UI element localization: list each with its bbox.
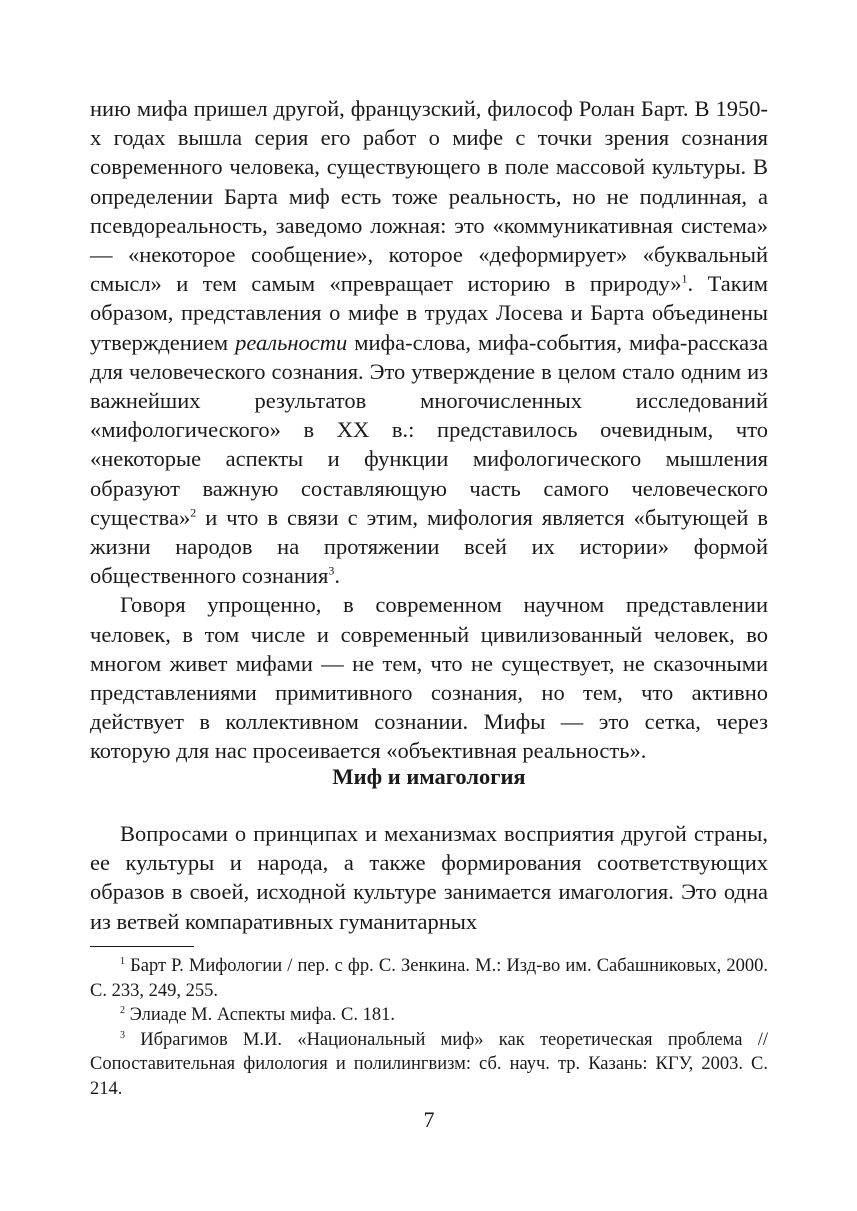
page-number: 7 bbox=[423, 1107, 435, 1132]
paragraph-3: Вопросами о принципах и механизмах восприятия другой страны, ее культуры и народа, а также формирования соответствующих образов в своей, исходной культуре занимается имагология. Это одна из ветвей компаративных гуманитарных bbox=[90, 821, 768, 934]
paragraph-2: Говоря упрощенно, в современном научном представлении человек, в том числе и современный цивилизованный человек, во многом живет мифами — не тем, что не существует, не сказочными представлениями примитивного сознания, но тем, что активно действует в коллективном сознании. Мифы — это сетка, через которую для нас просеивается «объективная реальность». bbox=[90, 592, 768, 764]
footnote-ref-2[interactable]: 2 bbox=[190, 505, 197, 520]
footnote-ref-3[interactable]: 3 bbox=[328, 563, 335, 578]
footnote-2: $^2$ Элиаде М. Аспекты мифа. С. 181. bbox=[120, 1004, 396, 1025]
section-body bbox=[90, 819, 768, 936]
footnotes bbox=[90, 954, 768, 1101]
footnote-1: $^1$ Барт Р. Мифологии / пер. с фр. С. Зенкина. М.: Изд-во им. Сабашниковых, 2000. С. 233, 249, 255. bbox=[90, 955, 768, 1001]
emphasis-text: реальности bbox=[235, 329, 348, 355]
paragraph-1: нию мифа пришел другой, французский, философ Ролан Барт. В 1950-х годах вышла серия его работ о мифе с точки зрения сознания современного человека, существующего в поле массовой культуры. В определении Барта миф есть тоже реальность, но не подлинная, а псевдореальность, заведомо ложная: это «коммуникативная система» — «некоторое сообщение», которое «деформирует» «буквальный смысл» и тем самым «превращает историю в природу»$^1$. Таким образом, представления о мифе в трудах Лосева и Барта объединены утверждением реальности мифа-слова, мифа-события, мифа-рассказа для человеческого сознания. Это утверждение в целом стало одним из важнейших результатов многочисленных исследований «мифологического» в XX в.: представилось очевидным, что «некоторые аспекты и функции мифологического мышления образуют важную составляющую часть самого человеческого существа»$^2$ и что в связи с этим, мифология является «бытующей в жизни народов на протяжении всей их истории» формой общественного сознания$^3$. bbox=[90, 96, 768, 589]
section-heading: Миф и имагология bbox=[332, 764, 526, 789]
footnote-divider bbox=[90, 946, 194, 947]
page-body bbox=[90, 94, 768, 1132]
footnote-ref-1[interactable]: 1 bbox=[681, 271, 688, 286]
footnote-3: $^3$ Ибрагимов М.И. «Национальный миф» как теоретическая проблема // Сопоставительная филология и полилингвизм: сб. науч. тр. Казань: КГУ, 2003. С. 214. bbox=[90, 1029, 768, 1099]
